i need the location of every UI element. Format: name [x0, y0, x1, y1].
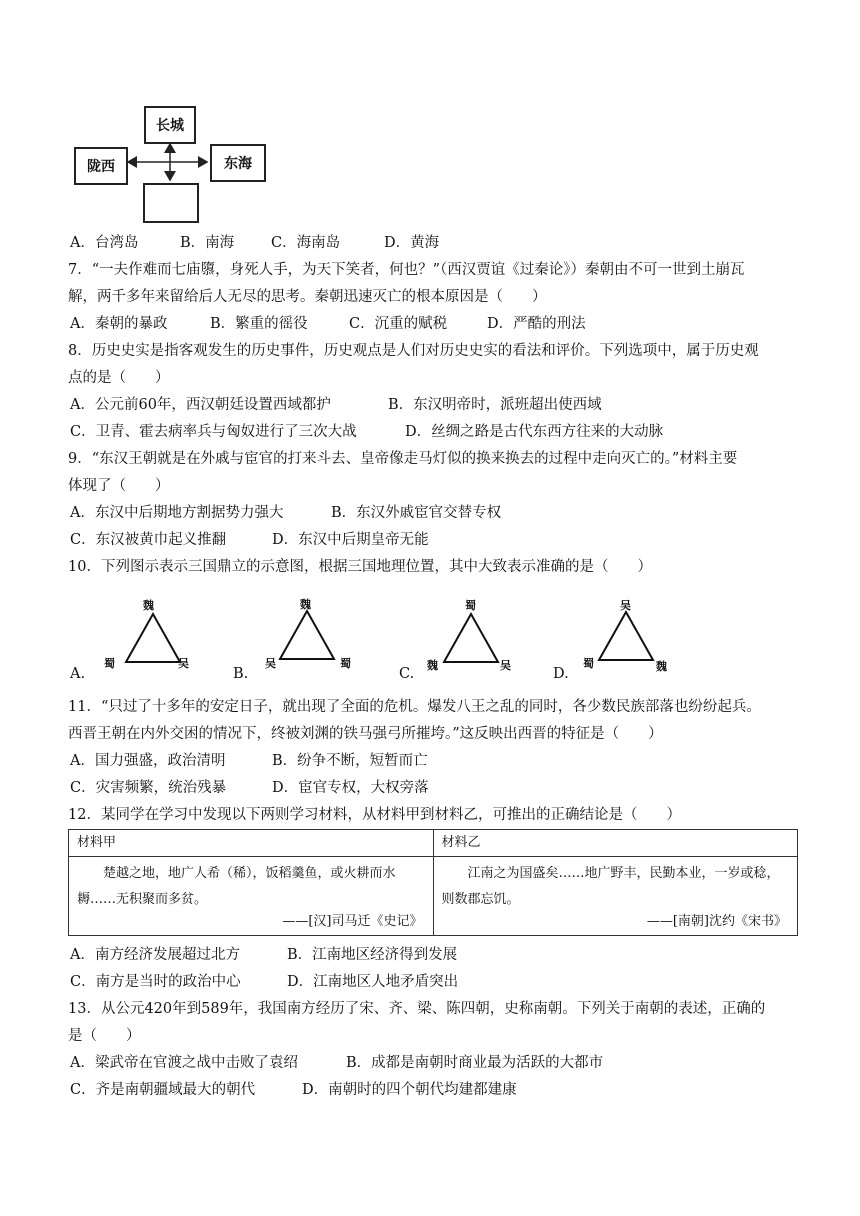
- material-b-cell: [433, 857, 798, 936]
- q10-triangle-b: [276, 607, 338, 663]
- q8-stem-line-1: 8．历史史实是指客观发生的历史事件，历史观点是人们对历史史实的看法和评价。下列选项中，属于历史观: [68, 343, 759, 359]
- material-b-source: ——[南朝]沈约《宋书》: [646, 914, 787, 929]
- q6-option-c: C．海南岛: [271, 235, 341, 251]
- q11-option-a: A．国力强盛，政治清明: [70, 753, 226, 769]
- q10-triangle-c: [440, 610, 502, 666]
- q10-stem: 10．下列图示表示三国鼎立的示意图，根据三国地理位置，其中大致表示准确的是（ ）: [68, 559, 652, 575]
- q8-option-d: D．丝绸之路是古代东西方往来的大动脉: [405, 424, 664, 440]
- q12-option-b: B．江南地区经济得到发展: [287, 947, 458, 963]
- q8-option-b: B．东汉明帝时，派班超出使西域: [388, 397, 602, 413]
- q12-stem: 12．某同学在学习中发现以下两则学习材料，从材料甲到材料乙，可推出的正确结论是（ ）: [68, 807, 681, 823]
- q13-option-b: B．成都是南朝时商业最为活跃的大都市: [346, 1055, 604, 1071]
- q9-option-d: D．东汉中后期皇帝无能: [272, 532, 429, 548]
- material-a-text: 楚越之地，地广人希（稀），饭稻羹鱼，或火耕而水耨……无积聚而多贫。: [77, 866, 396, 907]
- diagram-box-left: 陇西: [74, 147, 128, 185]
- q13-stem-line-2: 是（ ）: [68, 1028, 141, 1044]
- q9-option-c: C．东汉被黄巾起义推翻: [70, 532, 227, 548]
- q7-option-d: D．严酷的刑法: [487, 316, 586, 332]
- q10-b-right-label: 蜀: [340, 657, 351, 670]
- q10-a-right-label: 吴: [178, 657, 189, 670]
- q7-stem-line-2: 解，两千多年来留给后人无尽的思考。秦朝迅速灭亡的根本原因是（ ）: [68, 289, 547, 305]
- material-a-heading: 材料甲: [69, 830, 434, 857]
- q9-option-b: B．东汉外戚宦官交替专权: [331, 505, 502, 521]
- q8-stem-line-2: 点的是（ ）: [68, 370, 170, 386]
- q13-option-a: A．梁武帝在官渡之战中击败了袁绍: [70, 1055, 298, 1071]
- q7-option-a: A．秦朝的暴政: [70, 316, 168, 332]
- q10-option-a-letter: A.: [70, 666, 86, 682]
- q12-material-table: [68, 829, 798, 936]
- q13-option-d: D．南朝时的四个朝代均建都建康: [302, 1082, 517, 1098]
- q10-triangle-a: [122, 610, 184, 666]
- q6-option-d: D．黄海: [384, 235, 440, 251]
- q10-c-right-label: 吴: [500, 659, 511, 672]
- q10-a-left-label: 蜀: [104, 657, 115, 670]
- q10-option-b-letter: B.: [233, 666, 249, 682]
- diagram-arrows: [0, 0, 300, 230]
- q11-option-b: B．纷争不断，短暂而亡: [272, 753, 428, 769]
- q10-d-left-label: 蜀: [583, 657, 594, 670]
- q12-option-a: A．南方经济发展超过北方: [70, 947, 240, 963]
- q10-b-top-label: 魏: [300, 598, 311, 611]
- diagram-box-right: 东海: [210, 144, 266, 182]
- q6-option-b: B．南海: [180, 235, 235, 251]
- q7-option-c: C．沉重的赋税: [349, 316, 448, 332]
- material-b-text: 江南之为国盛矣……地广野丰，民勤本业，一岁或稔，则数郡忘饥。: [441, 866, 780, 907]
- q10-c-left-label: 魏: [427, 659, 438, 672]
- q10-a-top-label: 魏: [143, 599, 154, 612]
- q10-d-top-label: 吴: [620, 599, 631, 612]
- q12-option-d: D．江南地区人地矛盾突出: [287, 974, 459, 990]
- q10-b-left-label: 吴: [265, 657, 276, 670]
- q8-option-a: A．公元前60年，西汉朝廷设置西域都护: [70, 397, 331, 413]
- q11-stem-line-2: 西晋王朝在内外交困的情况下，终被刘渊的铁马强弓所摧垮。”这反映出西晋的特征是（ ）: [68, 726, 663, 742]
- q10-option-d-letter: D.: [553, 666, 569, 682]
- q10-d-right-label: 魏: [656, 660, 667, 673]
- q7-option-b: B．繁重的徭役: [210, 316, 308, 332]
- q11-option-c: C．灾害频繁，统治残暴: [70, 780, 227, 796]
- q7-stem-line-1: 7．“一夫作难而七庙隳，身死人手，为天下笑者，何也？”（西汉贾谊《过秦论》）秦朝由不可一世到土崩瓦: [68, 262, 745, 278]
- q11-option-d: D．宦官专权，大权旁落: [272, 780, 429, 796]
- q10-c-top-label: 蜀: [465, 599, 476, 612]
- material-a-source: ——[汉]司马迁《史记》: [282, 914, 423, 929]
- q8-option-c: C．卫青、霍去病率兵与匈奴进行了三次大战: [70, 424, 357, 440]
- material-b-heading: 材料乙: [433, 830, 798, 857]
- q10-triangle-d: [595, 608, 657, 664]
- q11-stem-line-1: 11．“只过了十多年的安定日子，就出现了全面的危机。爆发八王之乱的同时，各少数民族部落也纷纷起兵。: [68, 699, 761, 715]
- q13-stem-line-1: 13．从公元420年到589年，我国南方经历了宋、齐、梁、陈四朝，史称南朝。下列关于南朝的表述，正确的: [68, 1001, 766, 1017]
- q9-stem-line-1: 9．“东汉王朝就是在外戚与宦官的打来斗去、皇帝像走马灯似的换来换去的过程中走向灭亡的。”材料主要: [68, 451, 738, 467]
- diagram-box-top: 长城: [144, 106, 196, 144]
- q6-option-a: A．台湾岛: [70, 235, 139, 251]
- q9-stem-line-2: 体现了（ ）: [68, 478, 170, 494]
- q9-option-a: A．东汉中后期地方割据势力强大: [70, 505, 284, 521]
- q10-option-c-letter: C.: [399, 666, 415, 682]
- material-a-cell: [69, 857, 434, 936]
- q13-option-c: C．齐是南朝疆域最大的朝代: [70, 1082, 256, 1098]
- q12-option-c: C．南方是当时的政治中心: [70, 974, 241, 990]
